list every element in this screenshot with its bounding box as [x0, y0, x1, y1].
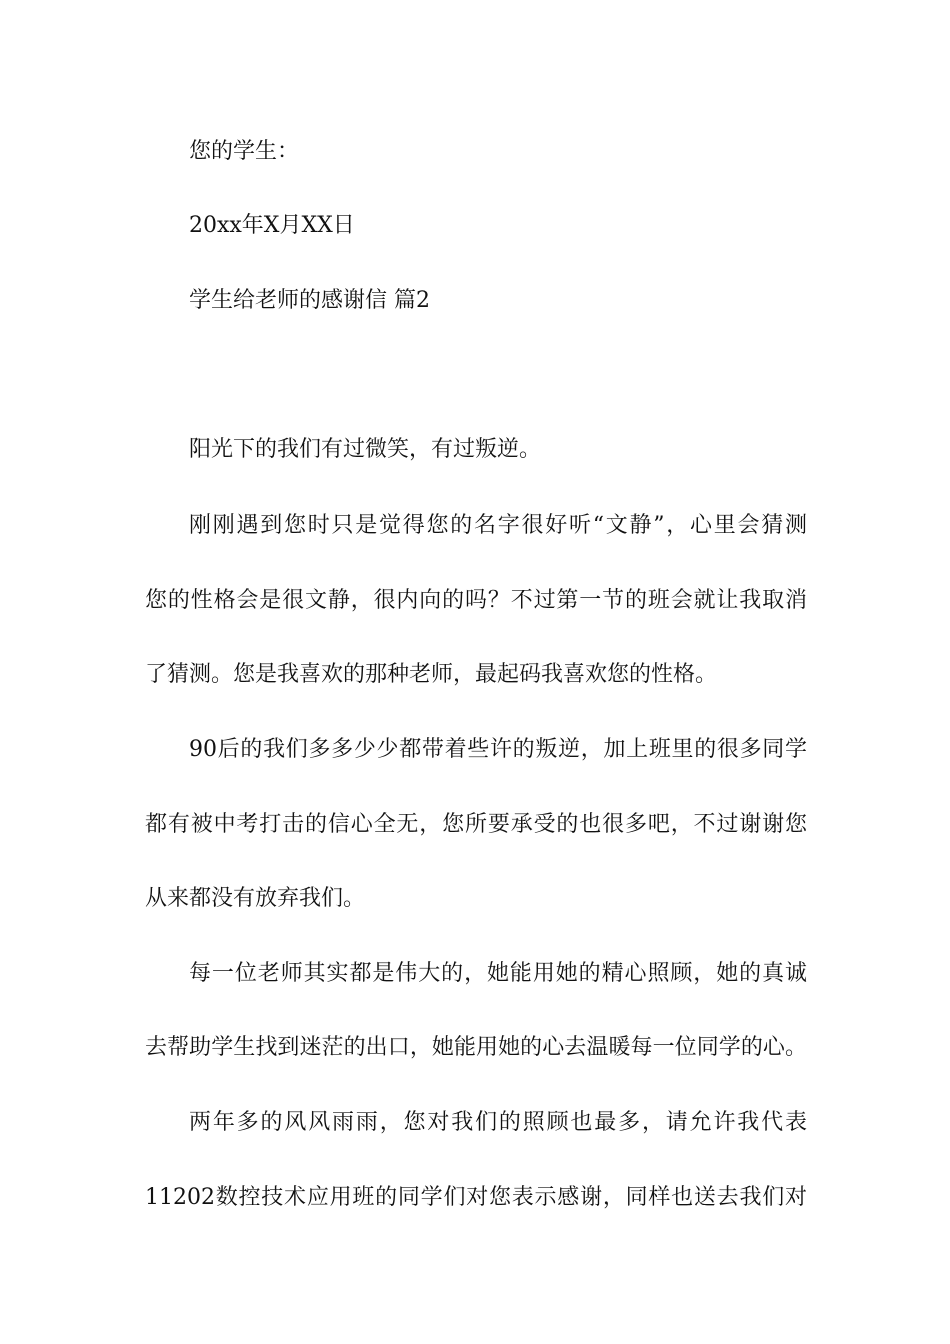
paragraph-line: 都有被中考打击的信心全无，您所要承受的也很多吧，不过谢谢您: [145, 812, 807, 837]
paragraph-line: 每一位老师其实都是伟大的，她能用她的精心照顾，她的真诚: [189, 961, 807, 986]
paragraph-line: 刚刚遇到您时只是觉得您的名字很好听“文静”，心里会猜测: [189, 513, 807, 538]
paragraph-line: 了猜测。您是我喜欢的那种老师，最起码我喜欢您的性格。: [145, 662, 718, 687]
paragraph-line: 去帮助学生找到迷茫的出口，她能用她的心去温暖每一位同学的心。: [145, 1035, 807, 1060]
signature-line: 您的学生：: [189, 139, 300, 164]
date-line: 20xx年X月XX日: [189, 213, 355, 238]
paragraph-line: 11202数控技术应用班的同学们对您表示感谢，同样也送去我们对: [145, 1185, 807, 1210]
paragraph-line: 90后的我们多多少少都带着些许的叛逆，加上班里的很多同学: [189, 737, 807, 762]
paragraph-line: 从来都没有放弃我们。: [145, 886, 366, 911]
paragraph-line: 两年多的风风雨雨，您对我们的照顾也最多，请允许我代表: [189, 1110, 807, 1135]
section-title: 学生给老师的感谢信 篇2: [189, 288, 430, 313]
paragraph-line: 您的性格会是很文静，很内向的吗？不过第一节的班会就让我取消: [145, 588, 807, 613]
paragraph-line: 阳光下的我们有过微笑，有过叛逆。: [189, 437, 542, 462]
